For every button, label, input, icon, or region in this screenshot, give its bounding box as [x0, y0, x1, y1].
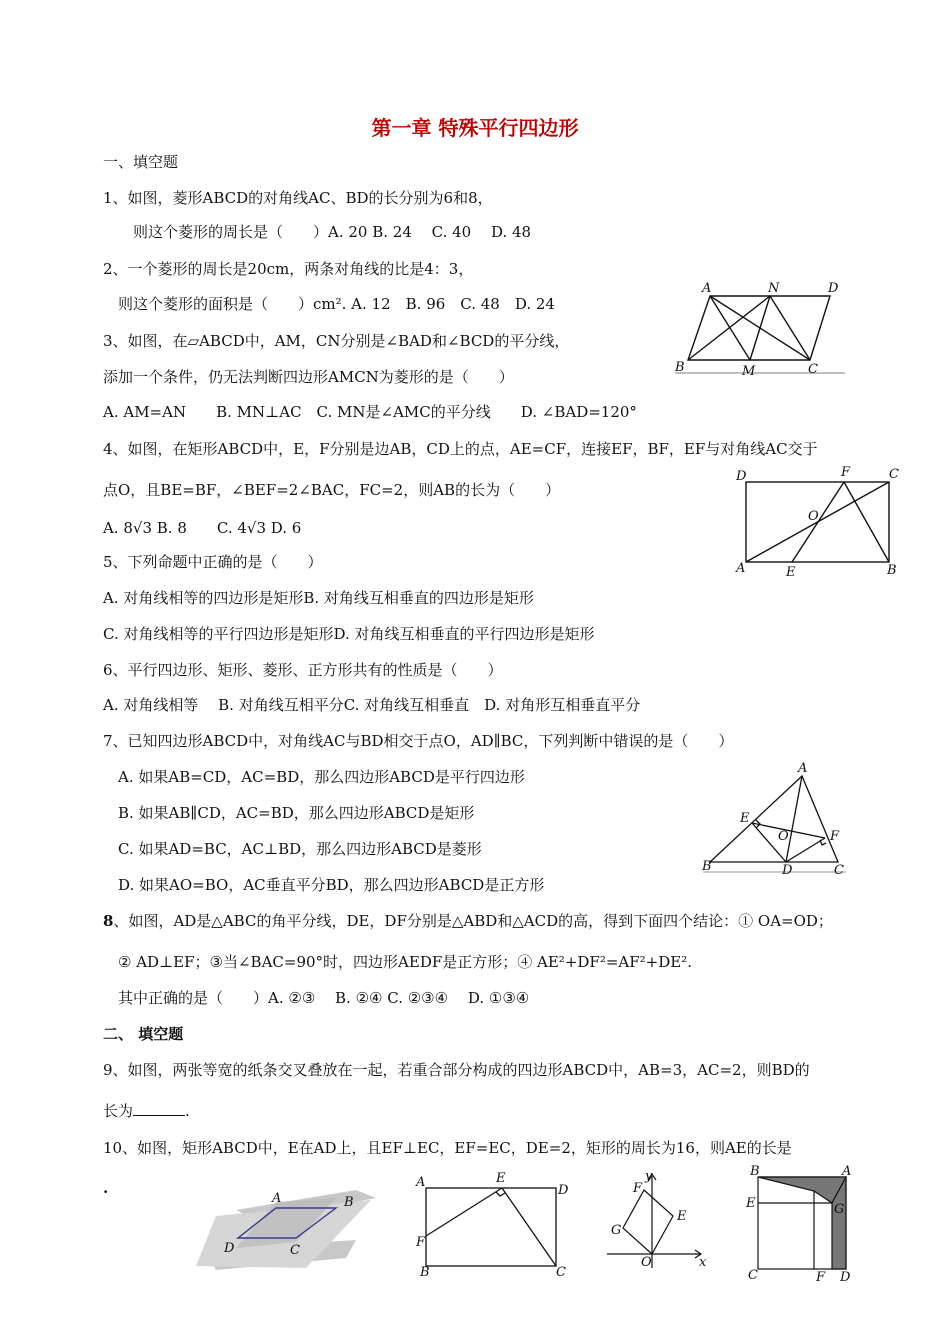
figure-label: C [808, 362, 818, 377]
figure-label: B [702, 859, 712, 874]
question-7-option-d: D. 如果AO=BO，AC垂直平分BD，那么四边形ABCD是正方形 [118, 876, 545, 894]
section-heading-2: 二、 填空题 [103, 1025, 184, 1043]
figure-label: D [828, 281, 839, 296]
question-2-line-2: 则这个菱形的面积是（ ）cm². A. 12 B. 96 C. 48 D. 24 [118, 295, 555, 313]
figure-rectangle-ef-ec [410, 1168, 575, 1280]
figure-parallelogram-amcn [670, 278, 850, 378]
question-9-line-1: 9、如图，两张等宽的纸条交叉叠放在一起，若重合部分构成的四边形ABCD中，AB=3，AC=2，则BD的 [103, 1061, 810, 1079]
question-9-prefix: 长为 [103, 1102, 134, 1120]
answer-blank [133, 1101, 185, 1116]
figure-label: C [556, 1265, 566, 1280]
question-3-line-2: 添加一个条件，仍无法判断四边形AMCN为菱形的是（ ） [103, 368, 514, 386]
page-title: 第一章 特殊平行四边形 [371, 116, 579, 140]
figure-label: A [736, 561, 746, 576]
question-7-option-b: B. 如果AB∥CD，AC=BD，那么四边形ABCD是矩形 [118, 804, 475, 822]
figure-label: B [887, 563, 897, 578]
figure-paper-strips [196, 1180, 382, 1272]
question-3-options: A. AM=AN B. MN⊥AC C. MN是∠AMC的平分线 D. ∠BAD=120° [103, 403, 637, 421]
figure-label: E [677, 1209, 687, 1224]
figure-label: O [808, 509, 819, 524]
figure-rectangle-efo [732, 462, 902, 580]
question-1-line-2: 则这个菱形的周长是（ ）A. 20 B. 24 C. 40 D. 48 [133, 223, 532, 241]
figure-label: C [290, 1243, 300, 1258]
question-5-stem: 5、下列命题中正确的是（ ） [103, 553, 323, 571]
figure-shaded-square [742, 1165, 854, 1283]
figure-label: y [645, 1169, 653, 1184]
figure-label: B [420, 1265, 430, 1280]
question-5-options-ab: A. 对角线相等的四边形是矩形B. 对角线互相垂直的四边形是矩形 [103, 589, 534, 607]
question-10-line-1: 10、如图，矩形ABCD中，E在AD上，且EF⊥EC，EF=EC，DE=2，矩形的周长为16，则AE的长是 [103, 1139, 792, 1157]
figure-label: E [740, 811, 750, 826]
question-3-line-1: 3、如图，在▱ABCD中，AM，CN分别是∠BAD和∠BCD的平分线， [103, 332, 570, 350]
question-6-options: A. 对角线相等 B. 对角线互相平分C. 对角线互相垂直 D. 对角形互相垂直平分 [103, 696, 641, 714]
question-1-line-1: 1、如图，菱形ABCD的对角线AC、BD的长分别为6和8， [103, 189, 493, 207]
question-2-line-1: 2、一个菱形的周长是20cm，两条对角线的比是4：3， [103, 260, 474, 278]
figure-label: M [742, 364, 756, 378]
figure-label: D [782, 863, 793, 878]
figure-label: A [702, 281, 712, 296]
figure-label: D [840, 1270, 851, 1283]
figure-triangle-bisector [698, 760, 850, 880]
figure-label: A [272, 1191, 282, 1206]
question-8-line-2: ② AD⊥EF；③当∠BAC=90°时，四边形AEDF是正方形；④ AE²+DF²=AF²+DE². [118, 953, 692, 971]
figure-label: G [611, 1223, 622, 1238]
question-8-text: 、如图，AD是△ABC的角平分线，DE，DF分别是△ABD和△ACD的高，得到下面四个结论：① OA=OD； [113, 912, 833, 930]
figure-label: B [675, 360, 685, 375]
question-4-line-1: 4、如图，在矩形ABCD中，E，F分别是边AB，CD上的点，AE=CF，连接EF，BF，EF与对角线AC交于 [103, 440, 818, 458]
figure-label: D [736, 469, 747, 484]
figure-label: A [416, 1175, 426, 1190]
figure-label: D [558, 1183, 569, 1198]
figure-label: B [344, 1195, 354, 1210]
question-8-line-1 [103, 911, 833, 931]
question-8-options: 其中正确的是（ ）A. ②③ B. ②④ C. ②③④ D. ①③④ [118, 989, 530, 1007]
figure-label: C [834, 863, 844, 878]
figure-label: B [750, 1165, 760, 1179]
question-7-stem: 7、已知四边形ABCD中，对角线AC与BD相交于点O，AD∥BC，下列判断中错误的是（ ） [103, 732, 734, 750]
figure-label: F [633, 1181, 643, 1196]
question-9-suffix: . [185, 1102, 190, 1120]
figure-label: E [496, 1171, 506, 1186]
figure-label: F [841, 465, 851, 480]
figure-label: C [889, 467, 899, 482]
figure-label: F [830, 829, 840, 844]
question-10-line-2: . [103, 1179, 109, 1197]
figure-label: A [842, 1165, 852, 1179]
figure-label: A [798, 761, 808, 776]
question-9-line-2 [103, 1101, 190, 1121]
figure-label: O [641, 1255, 652, 1270]
figure-label: F [416, 1235, 426, 1250]
question-7-option-c: C. 如果AD=BC，AC⊥BD，那么四边形ABCD是菱形 [118, 840, 482, 858]
question-8-number: 8 [103, 912, 114, 930]
section-heading-1: 一、填空题 [103, 153, 179, 171]
question-4-options: A. 8√3 B. 8 C. 4√3 D. 6 [103, 519, 302, 537]
figure-label: x [699, 1255, 707, 1270]
question-7-option-a: A. 如果AB=CD，AC=BD，那么四边形ABCD是平行四边形 [118, 768, 525, 786]
question-4-line-2: 点O，且BE=BF，∠BEF=2∠BAC，FC=2，则AB的长为（ ） [103, 481, 561, 499]
figure-label: E [746, 1196, 756, 1211]
figure-coordinate-square [597, 1168, 709, 1280]
figure-label: C [748, 1268, 758, 1283]
figure-label: E [786, 565, 796, 580]
question-6-stem: 6、平行四边形、矩形、菱形、正方形共有的性质是（ ） [103, 661, 503, 679]
question-5-options-cd: C. 对角线相等的平行四边形是矩形D. 对角线互相垂直的平行四边形是矩形 [103, 625, 595, 643]
figure-label: D [224, 1241, 235, 1256]
figure-label: G [834, 1202, 845, 1217]
figure-label: F [816, 1270, 826, 1283]
figure-label: O [778, 829, 789, 844]
figure-label: N [768, 281, 780, 296]
